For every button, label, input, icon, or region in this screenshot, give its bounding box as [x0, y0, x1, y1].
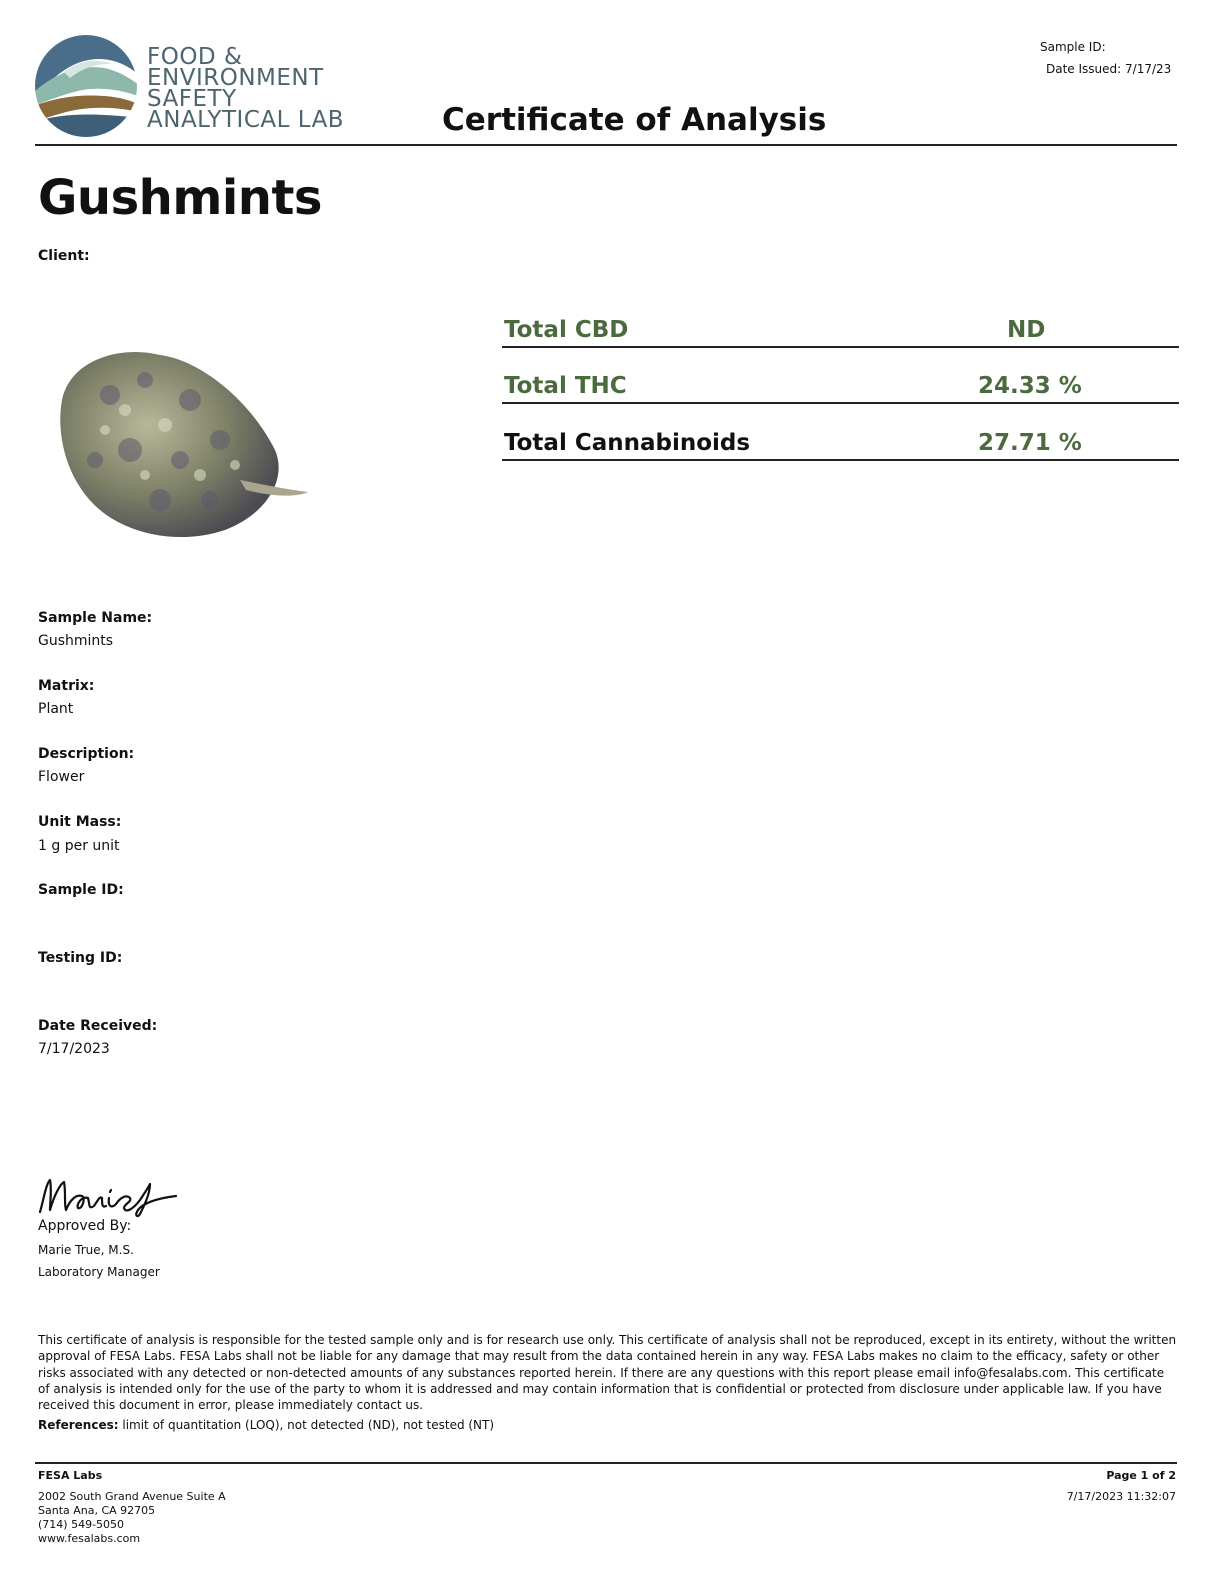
references-text: limit of quantitation (LOQ), not detected (ND), not tested (NT)	[122, 1418, 495, 1432]
date-issued-label: Date Issued:	[1046, 62, 1122, 76]
fesa-logo	[34, 34, 138, 138]
logo-text-line: SAFETY	[147, 86, 237, 112]
footer-timestamp: 7/17/2023 11:32:07	[1066, 1490, 1176, 1503]
matrix-value: Plant	[38, 701, 74, 717]
disclaimer-text: This certificate of analysis is responsible for the tested sample only and is for research use only. This certificate of analysis shall not be reproduced, except in its entirety, without the written approval of FESA Labs. FESA Labs shall not be liable for any damage that may result from the data contained herein in any way. FESA Labs makes no claim to the efficacy, safety or other risks associated with any detected or non-detected amounts of any substances reported herein. If there are any questions with this report please email info@fesalabs.com. This certificate of analysis is intended only for the use of the party to whom it is addressed and may contain information that is confidential or protected from disclosure under applicable law. If you have received this document in error, please immediately contact us.	[38, 1333, 1177, 1413]
matrix-label: Matrix:	[38, 678, 95, 694]
sample-name-label: Sample Name:	[38, 610, 153, 626]
approver-name: Marie True, M.S.	[38, 1243, 134, 1257]
date-issued	[1046, 62, 1171, 76]
logo-text-line: ENVIRONMENT	[147, 65, 324, 91]
summary-value: 27.71 %	[978, 430, 1082, 456]
sample-id-header-label: Sample ID:	[1040, 40, 1106, 54]
description-value: Flower	[38, 769, 85, 785]
sample-id-label: Sample ID:	[38, 882, 124, 898]
footer-address-line1: 2002 South Grand Avenue Suite A	[38, 1490, 226, 1503]
approved-by-label: Approved By:	[38, 1218, 132, 1234]
summary-row-total-cannabinoids	[502, 419, 1179, 461]
footer-divider	[35, 1462, 1177, 1464]
date-issued-value: 7/17/23	[1125, 62, 1172, 76]
sample-name-value: Gushmints	[38, 633, 114, 649]
cannabis-flower-image	[50, 340, 315, 550]
testing-id-label: Testing ID:	[38, 950, 123, 966]
document-title: Certificate of Analysis	[442, 102, 827, 138]
logo-text-line: FOOD &	[147, 44, 243, 70]
unit-mass-label: Unit Mass:	[38, 814, 122, 830]
footer-website[interactable]: www.fesalabs.com	[38, 1532, 141, 1545]
footer-page-number: Page 1 of 2	[1106, 1469, 1176, 1482]
description-label: Description:	[38, 746, 135, 762]
header-divider	[35, 144, 1177, 146]
footer-company: FESA Labs	[38, 1469, 103, 1482]
date-received-value: 7/17/2023	[38, 1041, 110, 1057]
date-received-label: Date Received:	[38, 1018, 158, 1034]
client-label: Client:	[38, 248, 90, 264]
summary-value: ND	[1007, 317, 1046, 343]
signature-icon	[36, 1170, 181, 1220]
footer-address-line2: Santa Ana, CA 92705	[38, 1504, 156, 1517]
summary-value: 24.33 %	[978, 373, 1082, 399]
summary-label: Total THC	[504, 373, 627, 399]
summary-label: Total CBD	[504, 317, 629, 343]
sample-id-header	[1040, 40, 1106, 54]
references	[38, 1418, 494, 1432]
footer-phone: (714) 549-5050	[38, 1518, 125, 1531]
summary-label: Total Cannabinoids	[504, 430, 751, 456]
product-name: Gushmints	[38, 170, 322, 226]
unit-mass-value: 1 g per unit	[38, 838, 120, 854]
summary-row-total-cbd	[502, 306, 1179, 348]
approver-title: Laboratory Manager	[38, 1265, 160, 1279]
references-label: References:	[38, 1418, 119, 1432]
summary-row-total-thc	[502, 362, 1179, 404]
logo-text-line: ANALYTICAL LAB	[147, 107, 345, 133]
